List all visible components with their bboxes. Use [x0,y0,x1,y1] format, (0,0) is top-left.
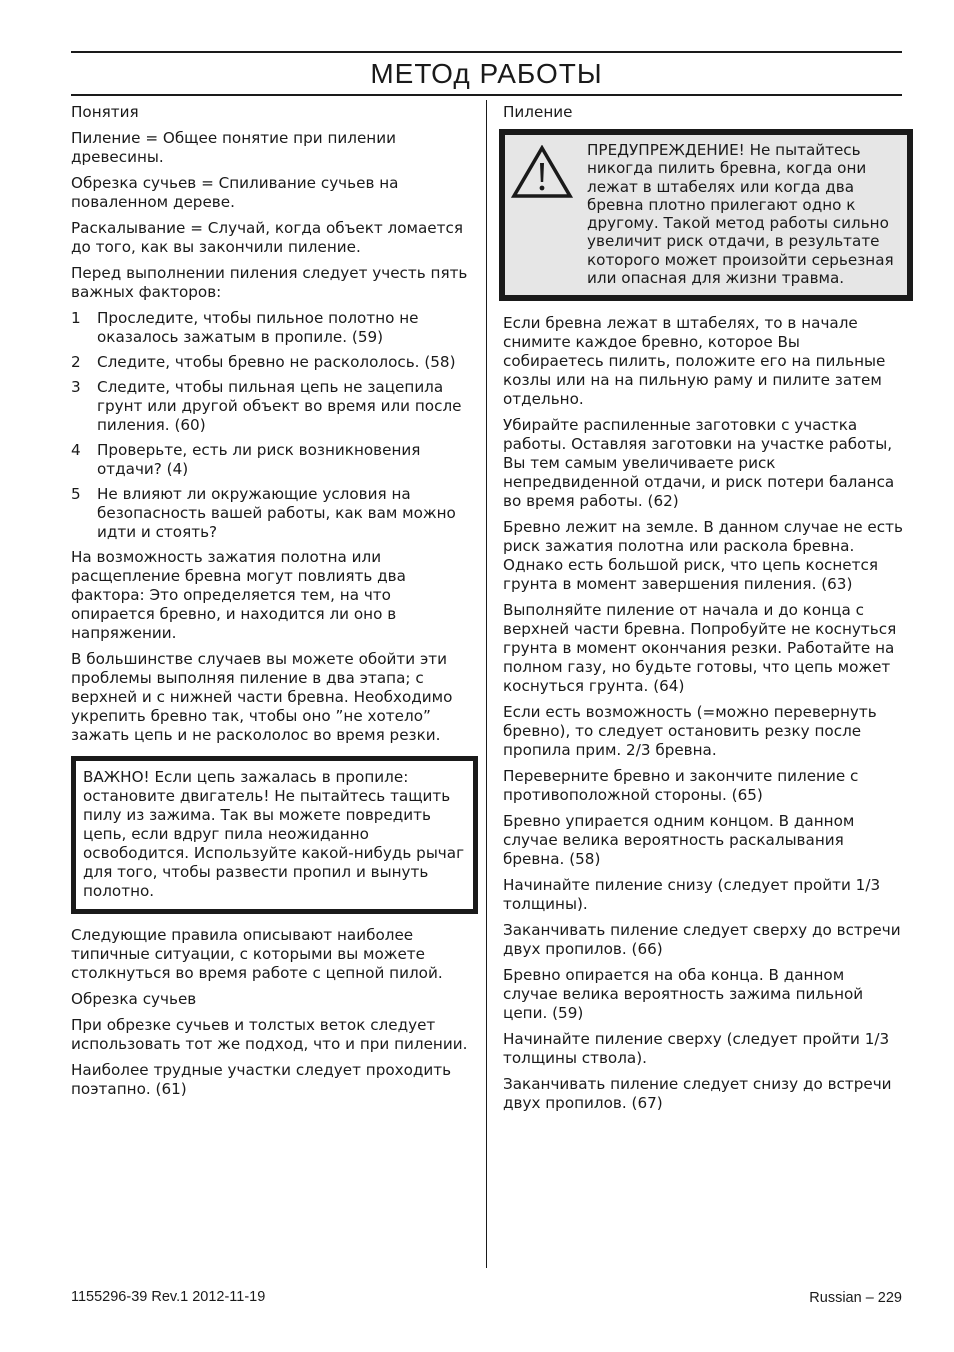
list-item-number: 1 [71,309,81,327]
list-item [71,441,475,479]
list-item-text: Не влияют ли окружающие условия на безопасность вашей работы, как вам можно идти и стоять? [97,485,456,541]
column-divider [486,100,487,1268]
list-item-number: 5 [71,485,81,503]
list-item-text: Следите, чтобы бревно не раскололось. (58) [97,353,456,371]
important-notice-text: ВАЖНО! Если цепь зажалась в пропиле: остановите двигатель! Не пытайтесь тащить пилу из зажима. Так вы можете повредить цепь, если вдруг пила неожиданно освободится. Используйте какой-нибудь рычаг для того, чтобы развести пропил и вынуть полотно. [83,768,465,900]
paragraph: Заканчивать пиление следует снизу до встречи двух пропилов. (67) [503,1075,892,1113]
paragraph-limbing: При обрезке сучьев и толстых веток следует использовать тот же подход, что и при пилении. [71,1016,468,1053]
paragraph: Начинайте пиление снизу (следует пройти 1/3 толщины). [503,876,881,914]
paragraph-two-stages: В большинстве случаев вы можете обойти эти проблемы выполняя пиление в два этапа; с верхней и с нижней части бревна. Необходимо укрепить бревно так, чтобы оно ”не хотело” зажать цепь и не раскололос во время резки. [71,650,453,744]
paragraph: Переверните бревно и закончите пиление с противоположной стороны. (65) [503,767,859,805]
list-item-number: 4 [71,441,81,459]
list-item-text: Следите, чтобы пильная цепь не зацепила грунт или другой объект во время или после пиления. (60) [97,378,462,434]
list-item-number: 3 [71,378,81,396]
section-heading-sawing: Пиление [503,103,573,121]
paragraph: Выполняйте пиление от начала и до конца с верхней части бревна. Попробуйте не коснуться грунта в момент окончания резки. Работайте на полном газу, но будьте готовы, что цепь может коснуться грунта. (64) [503,601,897,696]
warning-text: ПРЕДУПРЕЖДЕНИЕ! Не пытайтесь никогда пилить бревна, когда они лежат в штабелях или когда два бревна плотно прилегают одно к другому. Такой метод работы сильно увеличит риск отдачи, в результате которого может произойти серьезная или опасная для жизни травма. [587,141,894,288]
list-item [71,485,475,542]
paragraph-two-factors: На возможность зажатия полотна или расщепление бревна могут повлиять два фактора: Это определяется тем, на что опирается бревно, и находится ли оно в напряжении. [71,548,406,642]
paragraph: Бревно лежит на земле. В данном случае не есть риск зажатия полотна или раскола бревна. Однако есть большой риск, что цепь коснется грунта в момент завершения пиления. (63) [503,518,903,594]
list-item-text: Проследите, чтобы пильное полотно не оказалось зажатым в пропиле. (59) [97,309,419,346]
header-top-rule [71,51,902,53]
factors-intro: Перед выполнении пиления следует учесть пять важных факторов: [71,264,468,301]
paragraph: Если бревна лежат в штабелях, то в начале снимите каждое бревно, которое Вы собираетесь пилить, положите его на пильные козлы или на на пильную раму и пилите затем отдельно. [503,314,886,409]
list-item-text: Проверьте, есть ли риск возникновения отдачи? (4) [97,441,421,478]
list-item-number: 2 [71,353,81,371]
section-heading-terms: Понятия [71,103,139,121]
paragraph: Начинайте пиление сверху (следует пройти 1/3 толщины ствола). [503,1030,890,1068]
paragraph: Бревно опирается на оба конца. В данном случае велика вероятность зажима пильной цепи. (59) [503,966,864,1023]
paragraph-rules: Следующие правила описывают наиболее типичные ситуации, с которыми вы можете столкнуться во время работе с цепной пилой. [71,926,443,982]
list-item [71,378,475,435]
paragraph: Если есть возможность (=можно перевернуть бревно), то следует остановить резку после пропила прим. 2/3 бревна. [503,703,877,760]
list-item [71,309,475,347]
left-column [71,103,475,1106]
factors-list [71,309,475,542]
header-bottom-rule [71,94,902,96]
definition-limbing: Обрезка сучьев = Спиливание сучьев на поваленном дереве. [71,174,399,211]
warning-box [499,129,913,301]
paragraph: Заканчивать пиление следует сверху до встречи двух пропилов. (66) [503,921,901,959]
definition-sawing: Пиление = Общее понятие при пилении древесины. [71,129,396,166]
footer-page-number: Russian – 229 [809,1290,902,1306]
footer-doc-ref: 1155296-39 Rev.1 2012-11-19 [71,1289,266,1305]
important-notice-box [71,756,478,914]
list-item [71,353,475,372]
warning-triangle-icon [511,141,587,287]
paragraph-difficult: Наиболее трудные участки следует проходить поэтапно. (61) [71,1061,452,1098]
page-title: МЕТОд РАБОТЫ [370,58,603,89]
warning-box-inner [505,135,907,295]
paragraph: Убирайте распиленные заготовки с участка работы. Оставляя заготовки на участке работы, Вы тем самым увеличиваете риск непредвиденной отдачи, и риск потери баланса во время работы. (62) [503,416,895,511]
definition-splitting: Раскалывание = Случай, когда объект ломается до того, как вы закончили пиление. [71,219,463,256]
paragraph: Бревно упирается одним концом. В данном случае велика вероятность раскалывания бревна. (58) [503,812,855,869]
section-heading-limbing: Обрезка сучьев [71,990,197,1008]
right-column [503,103,903,1120]
